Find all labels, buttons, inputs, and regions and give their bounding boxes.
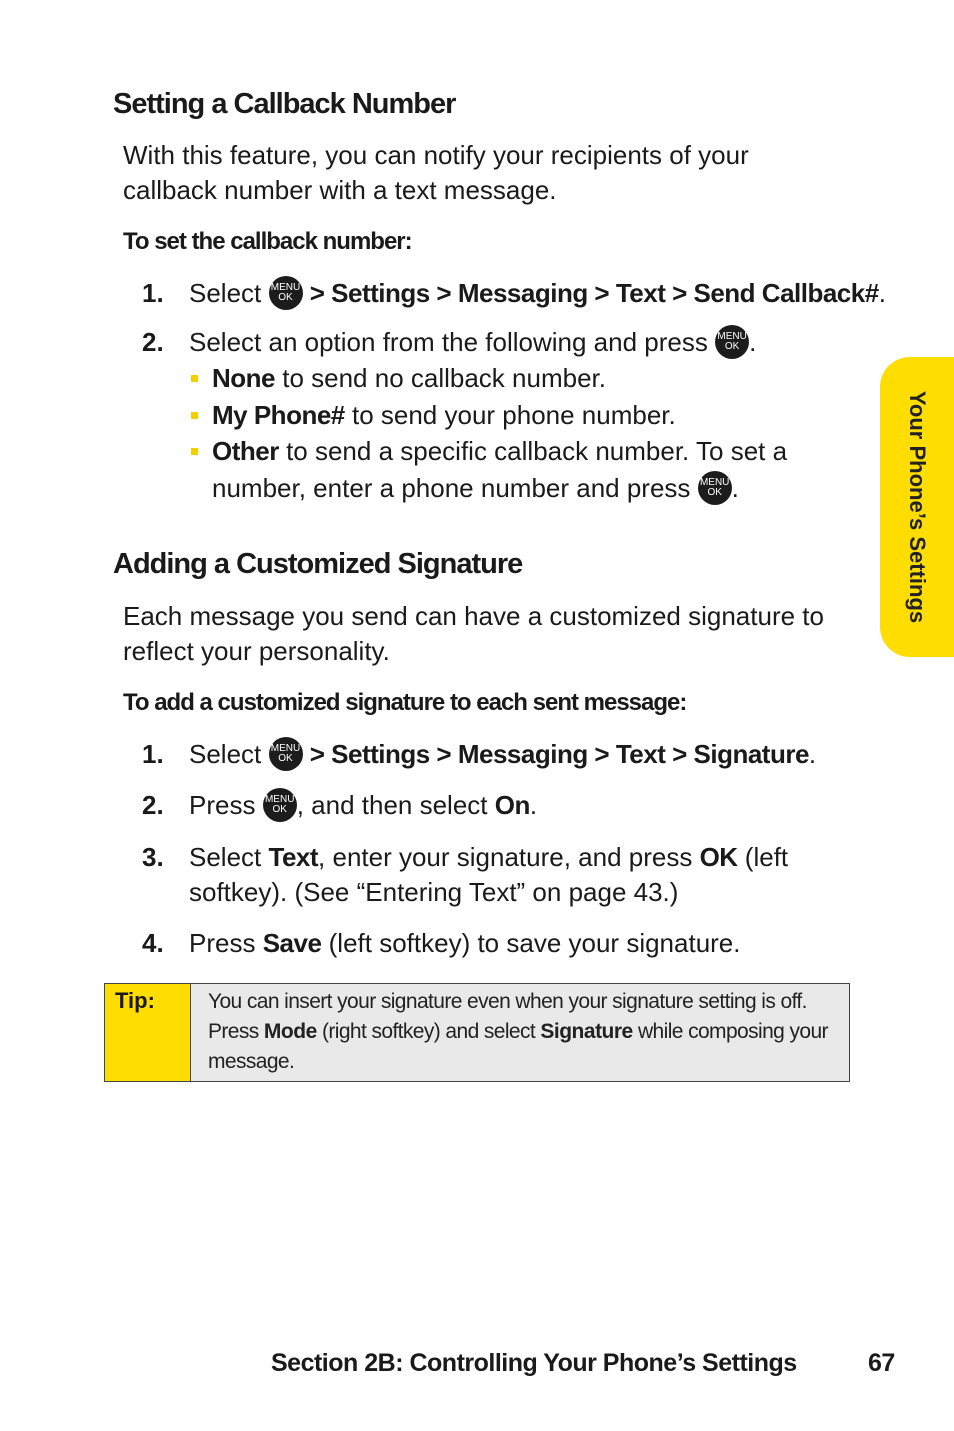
callback-step-1: 1. Select MENU OK > Settings > Messaging > Text > Send Callback#. xyxy=(0,276,900,310)
bullet-none: None to send no callback number. xyxy=(0,361,900,395)
menu-path: > Settings > Messaging > Text > Send Callback# xyxy=(309,278,879,308)
step-number: 2. xyxy=(142,327,164,357)
bullet-other-cont: number, enter a phone number and press MENU OK . xyxy=(212,471,912,505)
bullet-marker xyxy=(191,448,198,455)
signature-step-3-cont: softkey). (See “Entering Text” on page 43.) xyxy=(189,877,679,907)
section-heading-callback: Setting a Callback Number xyxy=(113,88,456,120)
section-heading-signature: Adding a Customized Signature xyxy=(113,548,523,580)
tip-text: You can insert your signature even when your signature setting is off. Press Mode (right softkey) and select Signature while composing your message. xyxy=(208,990,828,1073)
tip-label-cell xyxy=(105,984,191,1081)
step-number: 1. xyxy=(142,278,164,308)
step-number: 4. xyxy=(142,928,164,958)
menu-ok-key-icon: MENU OK xyxy=(263,788,297,822)
menu-path: > Settings > Messaging > Text > Signature xyxy=(309,739,809,769)
step-number: 2. xyxy=(142,790,164,820)
side-tab-label: Your Phone’s Settings xyxy=(905,390,930,624)
tip-label: Tip: xyxy=(115,988,155,1013)
step-text: Select xyxy=(189,278,262,308)
signature-step-2: 2. Press MENU OK , and then select On. xyxy=(0,788,900,822)
step-number: 1. xyxy=(142,739,164,769)
signature-intro: Each message you send can have a customized signature to reflect your personality. xyxy=(123,601,824,666)
step-text: Select an option from the following and press xyxy=(189,327,708,357)
footer-section: Section 2B: Controlling Your Phone’s Settings xyxy=(271,1349,797,1377)
bullet-marker xyxy=(191,412,198,419)
tip-box xyxy=(104,983,850,1082)
callback-procedure-title: To set the callback number: xyxy=(123,228,412,255)
bullet-marker xyxy=(191,375,198,382)
bullet-other: Other to send a specific callback number. To set a xyxy=(0,434,900,468)
signature-step-4: 4. Press Save (left softkey) to save your signature. xyxy=(142,928,741,958)
callback-step-2: 2. Select an option from the following and press MENU OK . xyxy=(0,325,900,359)
page-number: 67 xyxy=(868,1349,895,1377)
menu-ok-key-icon: MENU OK xyxy=(269,737,303,771)
signature-step-1: 1. Select MENU OK > Settings > Messaging > Text > Signature. xyxy=(0,737,900,771)
menu-ok-key-icon: MENU OK xyxy=(715,325,749,359)
menu-ok-key-icon: MENU OK xyxy=(698,471,732,505)
step-number: 3. xyxy=(142,842,164,872)
signature-step-3: 3. Select Text, enter your signature, and press OK (left xyxy=(142,842,789,872)
menu-ok-key-icon: MENU OK xyxy=(269,276,303,310)
callback-intro: With this feature, you can notify your recipients of your callback number with a text message. xyxy=(123,140,749,205)
bullet-my-phone: My Phone# to send your phone number. xyxy=(0,398,900,432)
signature-procedure-title: To add a customized signature to each sent message: xyxy=(123,689,687,716)
